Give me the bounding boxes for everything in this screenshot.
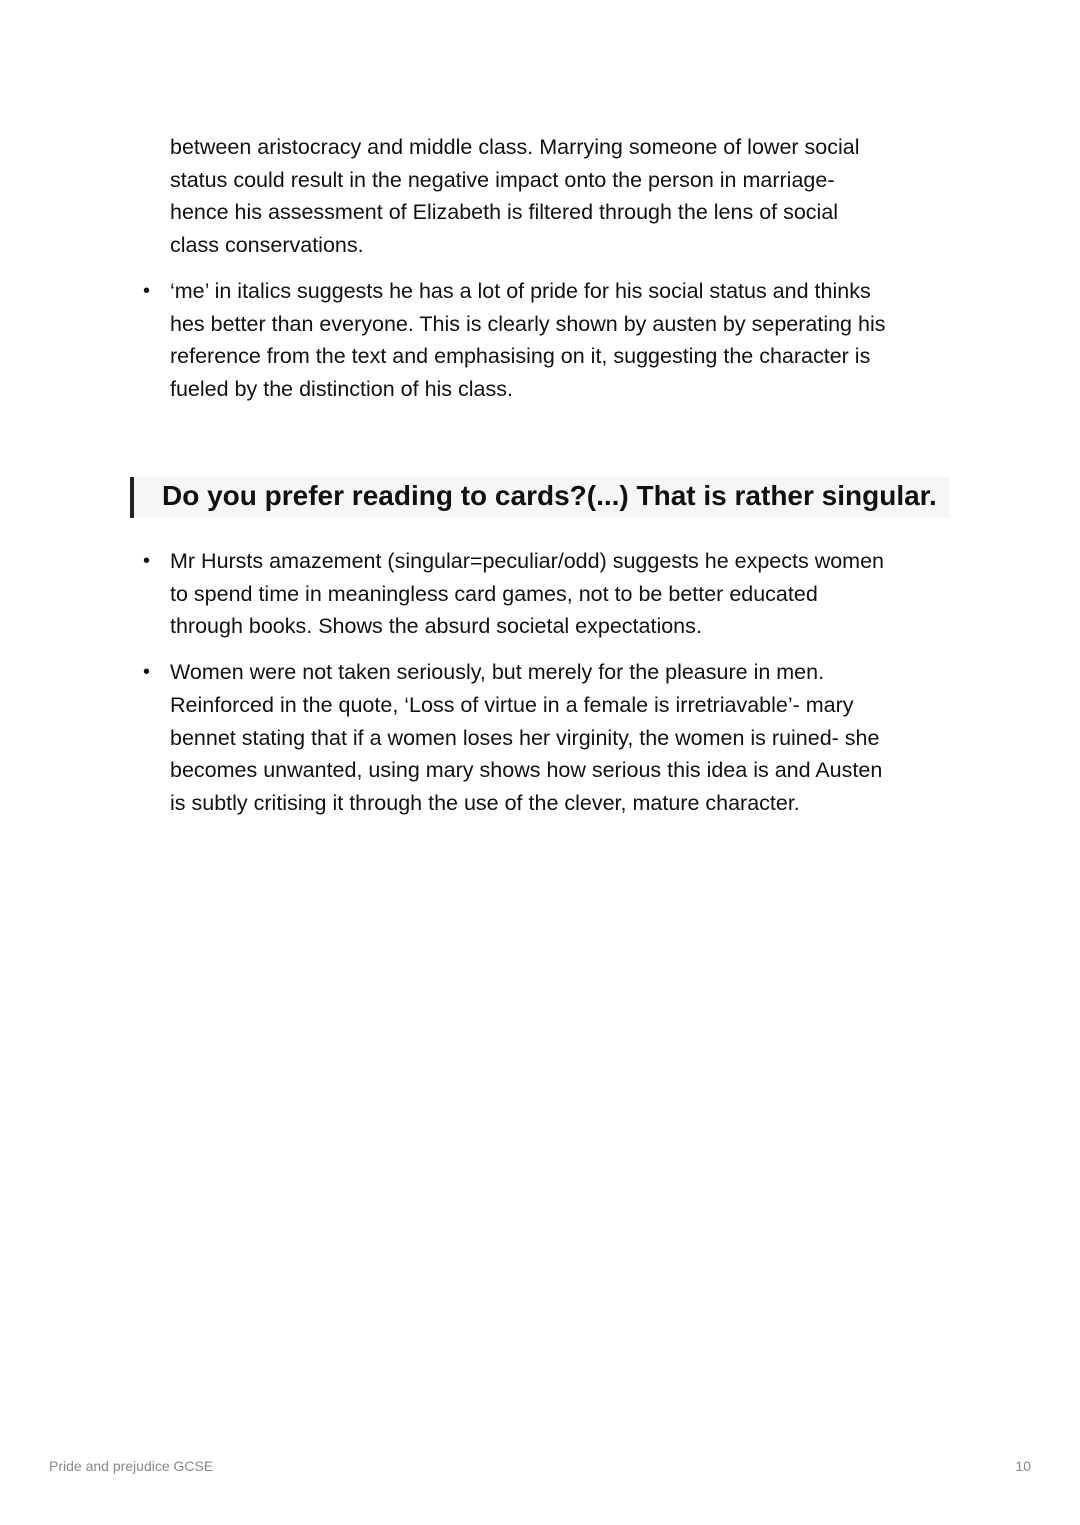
bullet-list-1 xyxy=(143,275,970,406)
heading-text: Do you prefer reading to cards?(...) That is rather singular. xyxy=(162,480,937,511)
section-heading xyxy=(130,477,950,518)
bullet-icon: • xyxy=(143,661,151,684)
bullet-icon: • xyxy=(143,280,151,302)
text-line: through books. Shows the absurd societal expectations. xyxy=(170,614,702,639)
footer-title: Pride and prejudice GCSE xyxy=(49,1458,214,1474)
text-line: Women were not taken seriously, but merely for the pleasure in men. xyxy=(170,660,825,685)
text-line: ‘me’ in italics suggests he has a lot of pride for his social status and thinks xyxy=(170,279,871,303)
text-line: status could result in the negative impact onto the person in marriage- xyxy=(170,167,835,192)
bullet-icon: • xyxy=(143,550,151,572)
page-number: 10 xyxy=(1015,1458,1031,1474)
text-line: becomes unwanted, using mary shows how serious this idea is and Austen xyxy=(170,758,883,783)
text-line: reference from the text and emphasising on it, suggesting the character is xyxy=(170,344,871,369)
text-line: class conservations. xyxy=(170,233,364,258)
text-line: hes better than everyone. This is clearly shown by austen by seperating his xyxy=(170,311,886,336)
text-line: bennet stating that if a women loses her virginity, the women is ruined- she xyxy=(170,725,880,750)
text-line: is subtly critising it through the use of the clever, mature character. xyxy=(170,790,800,815)
text-line: Reinforced in the quote, ‘Loss of virtue in a female is irretriavable’- mary xyxy=(170,692,854,717)
list-item xyxy=(143,545,970,643)
bullet-list-2 xyxy=(143,545,970,820)
list-item xyxy=(143,275,970,406)
text-line: to spend time in meaningless card games, not to be better educated xyxy=(170,581,818,606)
text-line: Mr Hursts amazement (singular=peculiar/odd) suggests he expects women xyxy=(170,549,885,573)
text-line: hence his assessment of Elizabeth is filtered through the lens of social xyxy=(170,200,839,225)
continuation-paragraph xyxy=(170,131,970,262)
text-line: between aristocracy and middle class. Marrying someone of lower social xyxy=(170,135,860,159)
list-item xyxy=(143,656,970,820)
text-line: fueled by the distinction of his class. xyxy=(170,377,513,402)
